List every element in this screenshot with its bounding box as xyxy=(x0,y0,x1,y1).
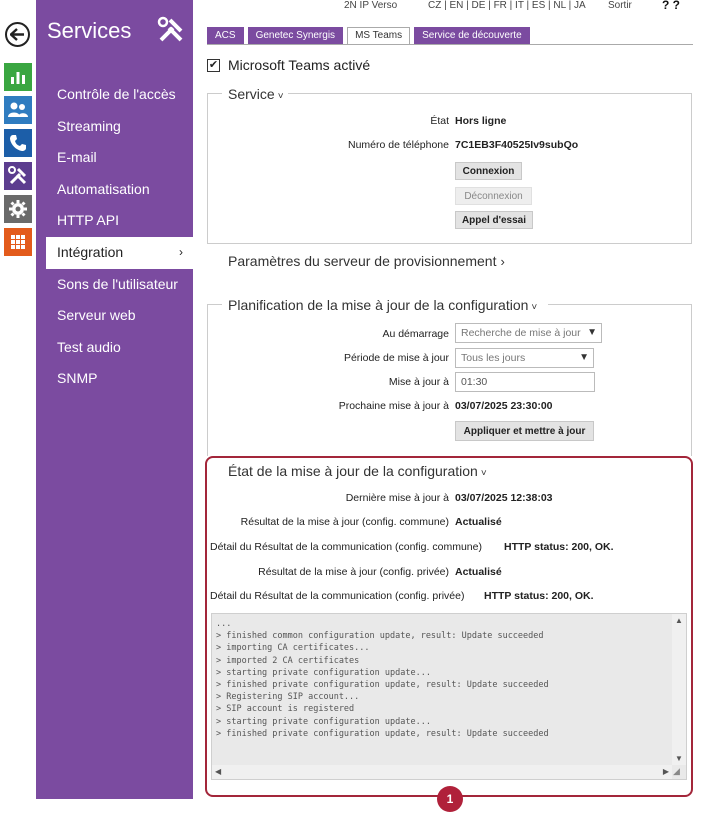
help-icon[interactable]: ? ? xyxy=(662,0,680,12)
sidebar-item-label: Serveur web xyxy=(57,307,136,324)
tab-discovery-service[interactable]: Service de découverte xyxy=(414,27,530,44)
chevron-right-icon: › xyxy=(500,254,505,269)
update-log-text: ... > finished common configuration update, result: Update succeeded > importing CA certificates... > imported 2 CA certificates > starting private configuration update... > finished private configuration update, result: Update succeeded > Registering SIP account... > SIP account is registered > starting private configuration update... > finished private configuration update, result: Update succeeded xyxy=(216,619,549,739)
tabs-divider xyxy=(207,44,693,45)
section-title: Service xyxy=(228,86,275,102)
sidebar-item-access-control[interactable] xyxy=(36,79,193,111)
sidebar-item-email[interactable] xyxy=(36,142,193,174)
back-arrow-icon[interactable] xyxy=(5,22,30,47)
sidebar-item-integration[interactable] xyxy=(46,237,193,269)
section-title: Planification de la mise à jour de la configuration xyxy=(228,297,529,313)
sidebar-title: Services xyxy=(47,18,132,43)
sidebar-item-web-server[interactable] xyxy=(36,300,193,332)
next-update-label: Prochaine mise à jour à xyxy=(338,400,449,412)
schedule-section-header[interactable] xyxy=(228,297,537,313)
status-chart-icon[interactable] xyxy=(4,63,32,91)
common-detail-value: HTTP status: 200, OK. xyxy=(504,541,614,553)
sidebar-item-label: Contrôle de l'accès xyxy=(57,86,176,102)
sidebar-item-audio-test[interactable] xyxy=(36,332,193,364)
logout-link[interactable]: Sortir xyxy=(608,0,632,11)
tab-ms-teams[interactable]: MS Teams xyxy=(347,27,410,45)
sidebar-item-label: Test audio xyxy=(57,338,121,355)
sidebar-item-label: Sons de l'utilisateur xyxy=(57,275,178,292)
phone-number-value: 7C1EB3F40525Iv9subQo xyxy=(455,139,579,151)
scroll-left-icon[interactable]: ◀ xyxy=(215,767,222,776)
section-title: État de la mise à jour de la configuration xyxy=(228,463,478,479)
sidebar-item-label: E-mail xyxy=(57,149,97,166)
horizontal-scrollbar[interactable] xyxy=(212,765,672,779)
sidebar-item-streaming[interactable] xyxy=(36,111,193,143)
disconnect-button[interactable]: Déconnexion xyxy=(455,187,532,205)
scroll-up-icon[interactable]: ▲ xyxy=(675,616,683,625)
sidebar-item-http-api[interactable] xyxy=(36,205,193,237)
sidebar-item-user-sounds[interactable] xyxy=(36,269,193,301)
callout-badge: 1 xyxy=(437,786,463,812)
common-result-value: Actualisé xyxy=(455,516,502,528)
sidebar-item-automation[interactable] xyxy=(36,174,193,206)
last-update-value: 03/07/2025 12:38:03 xyxy=(455,492,553,504)
icon-rail xyxy=(0,0,36,819)
state-value: Hors ligne xyxy=(455,115,507,127)
update-time-label: Mise à jour à xyxy=(388,376,449,388)
sidebar-item-label: HTTP API xyxy=(57,212,119,229)
private-detail-label: Détail du Résultat de la communication (config. privée) xyxy=(210,590,465,602)
tools-icon xyxy=(157,16,185,44)
chevron-down-icon: ˅ xyxy=(480,468,487,479)
services-sidebar xyxy=(36,0,193,799)
common-result-label: Résultat de la mise à jour (config. commune) xyxy=(240,516,449,528)
startup-select-value: Recherche de mise à jour xyxy=(461,327,581,339)
sidebar-item-label: Streaming xyxy=(57,117,121,134)
sidebar-item-snmp[interactable] xyxy=(36,363,193,395)
update-state-section-header[interactable] xyxy=(228,463,487,479)
next-update-value: 03/07/2025 23:30:00 xyxy=(455,400,553,412)
teams-enabled-checkbox[interactable]: ✔ xyxy=(208,58,219,71)
service-section-header[interactable] xyxy=(228,86,284,102)
update-time-input[interactable]: 01:30 xyxy=(455,372,595,392)
private-result-label: Résultat de la mise à jour (config. privée) xyxy=(258,566,449,578)
chevron-down-icon: ▼ xyxy=(579,352,589,363)
test-call-button[interactable]: Appel d'essai xyxy=(455,211,533,229)
connect-button[interactable]: Connexion xyxy=(455,162,522,180)
gear-icon[interactable] xyxy=(4,195,32,223)
resize-handle-icon[interactable]: ◢ xyxy=(673,766,680,776)
startup-select[interactable] xyxy=(455,323,602,343)
phone-icon[interactable] xyxy=(4,129,32,157)
teams-enabled-row xyxy=(207,57,370,73)
state-label: État xyxy=(430,115,449,127)
users-icon[interactable] xyxy=(4,96,32,124)
chevron-down-icon: ˅ xyxy=(531,302,538,313)
sidebar-item-label: Automatisation xyxy=(57,180,150,197)
sidebar-item-label: SNMP xyxy=(57,370,98,387)
integration-tabs xyxy=(207,27,534,45)
chevron-right-icon: › xyxy=(179,244,183,259)
startup-label: Au démarrage xyxy=(382,328,449,340)
provisioning-section-header[interactable] xyxy=(228,253,505,269)
scroll-down-icon[interactable]: ▼ xyxy=(675,754,683,763)
tab-genetec-synergis[interactable]: Genetec Synergis xyxy=(248,27,344,44)
common-detail-label: Détail du Résultat de la communication (config. commune) xyxy=(210,541,482,553)
update-period-select[interactable] xyxy=(455,348,594,368)
apply-and-update-button[interactable]: Appliquer et mettre à jour xyxy=(455,421,594,441)
update-log-textarea[interactable] xyxy=(211,613,687,780)
section-title: Paramètres du serveur de provisionnement xyxy=(228,253,497,269)
vertical-scrollbar[interactable] xyxy=(672,614,686,765)
device-name: 2N IP Verso xyxy=(344,0,398,11)
teams-enabled-label: Microsoft Teams activé xyxy=(228,57,371,73)
private-detail-value: HTTP status: 200, OK. xyxy=(484,590,594,602)
chevron-down-icon: ▼ xyxy=(587,327,597,338)
sidebar-item-label: Intégration xyxy=(57,243,124,260)
service-section xyxy=(207,93,692,244)
update-period-label: Période de mise à jour xyxy=(343,352,449,364)
update-period-select-value: Tous les jours xyxy=(461,352,526,364)
chevron-down-icon: ˅ xyxy=(277,91,284,102)
language-switcher[interactable]: CZ | EN | DE | FR | IT | ES | NL | JA xyxy=(428,0,586,11)
tab-acs[interactable]: ACS xyxy=(207,27,244,44)
private-result-value: Actualisé xyxy=(455,566,502,578)
phone-number-label: Numéro de téléphone xyxy=(348,139,449,151)
scroll-right-icon[interactable]: ▶ xyxy=(662,767,669,776)
tools-icon[interactable] xyxy=(4,162,32,190)
sidebar-menu xyxy=(36,79,193,395)
grid-apps-icon[interactable] xyxy=(4,228,32,256)
last-update-label: Dernière mise à jour à xyxy=(345,492,449,504)
schedule-section xyxy=(207,304,692,456)
